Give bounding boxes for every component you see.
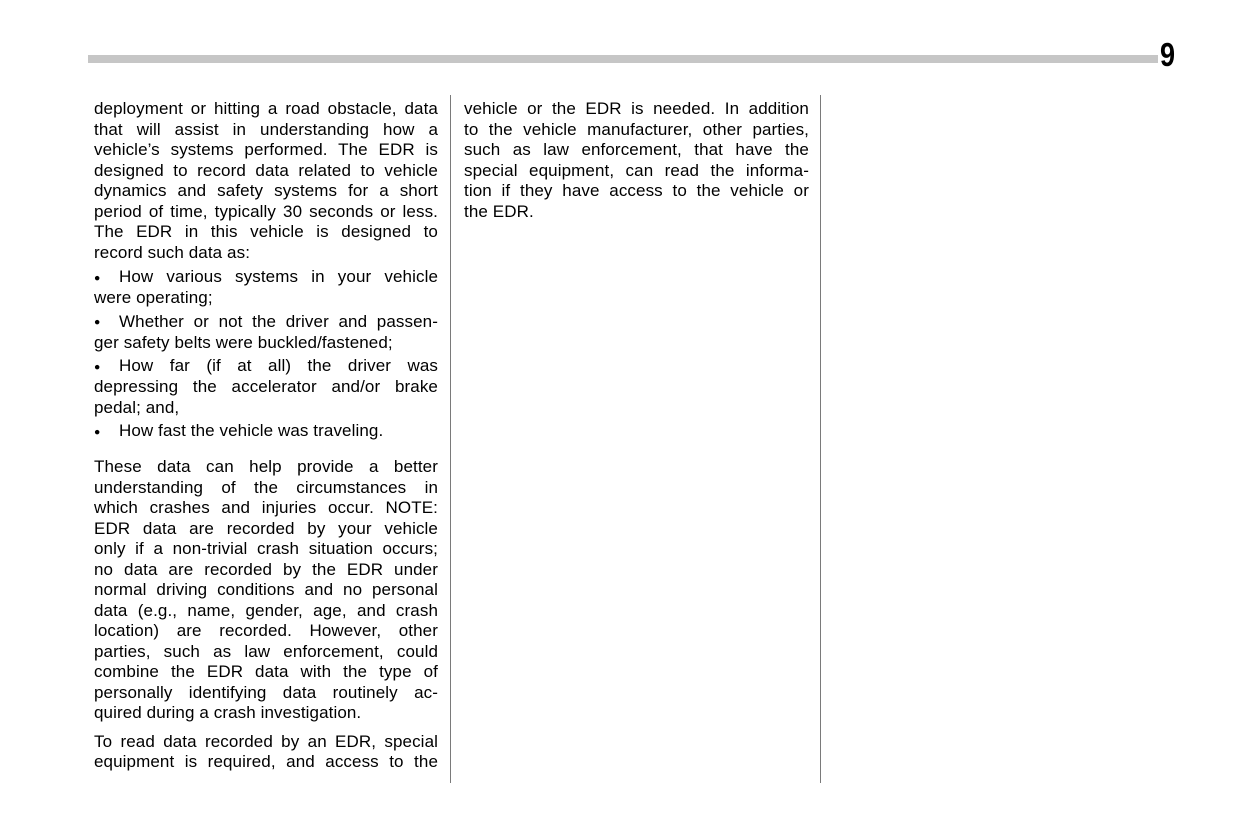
text-line: To read data recorded by an EDR, special [94, 731, 438, 751]
text-line: ● How fast the vehicle was traveling. [94, 421, 384, 440]
text-line: These data can help provide a better [94, 457, 438, 476]
bullet-item [94, 356, 438, 418]
bullet-item [94, 312, 438, 354]
text-line: combine the EDR data with the type of [94, 662, 438, 681]
text-line: parties, such as law enforcement, could [94, 641, 438, 661]
bullet-item [94, 421, 438, 442]
text-line: dynamics and safety systems for a short [94, 181, 438, 200]
text-line: period of time, typically 30 seconds or less. [94, 201, 438, 221]
text-line: no data are recorded by the EDR under [94, 559, 438, 579]
text-line: vehicle or the EDR is needed. In addition [464, 99, 809, 118]
text-line: only if a non-trivial crash situation occurs; [94, 539, 438, 558]
paragraph [94, 457, 438, 724]
text-line: the EDR. [464, 201, 534, 221]
bullet-icon: ● [94, 316, 101, 328]
text-line: EDR data are recorded by your vehicle [94, 518, 438, 538]
text-line: pedal; and, [94, 397, 180, 417]
header-rule-bar [88, 55, 1158, 63]
column-divider-right [820, 95, 821, 783]
page-number: 9 [1159, 36, 1175, 73]
paragraph [94, 99, 438, 263]
text-line: to the vehicle manufacturer, other parties, [464, 119, 809, 139]
bullet-item [94, 267, 438, 309]
text-line: quired during a crash investigation. [94, 703, 362, 722]
text-line: tion if they have access to the vehicle or [464, 181, 809, 200]
column-left [94, 99, 438, 773]
text-line: such as law enforcement, that have the [464, 140, 809, 159]
text-line: designed to record data related to vehicle [94, 160, 438, 180]
text-line: record such data as: [94, 242, 251, 262]
text-line: which crashes and injuries occur. NOTE: [94, 498, 438, 517]
text-line: special equipment, can read the informa- [464, 160, 809, 180]
text-line: normal driving conditions and no personal [94, 580, 438, 599]
column-divider-left [450, 95, 451, 783]
text-line: equipment is required, and access to the [94, 752, 438, 771]
column-middle [464, 99, 809, 222]
bullet-icon: ● [94, 425, 101, 438]
text-line: ● How various systems in your vehicle [94, 267, 438, 286]
text-line: deployment or hitting a road obstacle, data [94, 99, 438, 118]
text-line: location) are recorded. However, other [94, 621, 438, 640]
text-line: ger safety belts were buckled/fastened; [94, 332, 393, 352]
text-line: ● How far (if at all) the driver was [94, 356, 438, 375]
bullet-icon: ● [94, 271, 101, 284]
paragraph [94, 732, 438, 773]
text-line: ● Whether or not the driver and passen- [94, 311, 438, 331]
text-line: personally identifying data routinely ac- [94, 682, 438, 702]
text-line: vehicle’s systems performed. The EDR is [94, 140, 438, 159]
text-line: data (e.g., name, gender, age, and crash [94, 600, 438, 620]
text-line: The EDR in this vehicle is designed to [94, 222, 438, 241]
paragraph [464, 99, 809, 222]
text-line: depressing the accelerator and/or brake [94, 377, 438, 396]
text-line: understanding of the circumstances in [94, 477, 438, 497]
bullet-icon: ● [94, 360, 101, 373]
text-line: were operating; [94, 288, 213, 307]
text-line: that will assist in understanding how a [94, 119, 438, 139]
